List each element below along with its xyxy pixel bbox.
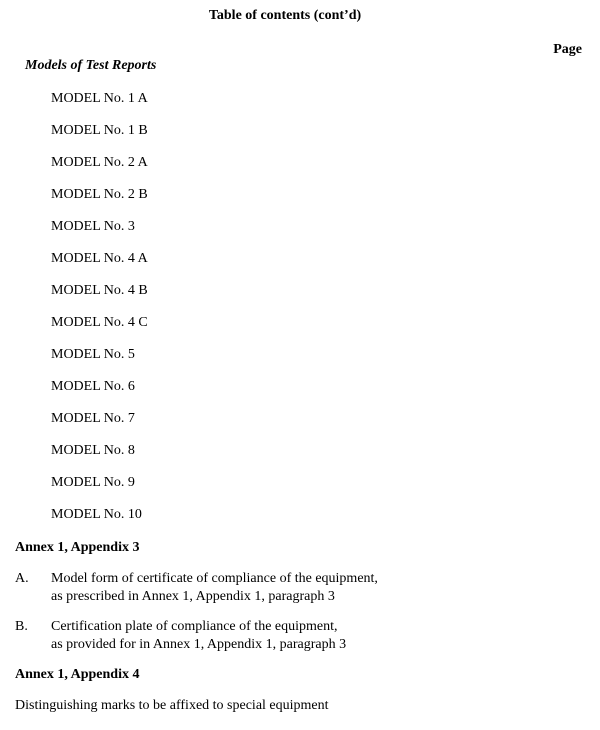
models-section-heading: Models of Test Reports — [25, 58, 157, 73]
appendix-3-item-b-letter: B. — [15, 619, 28, 634]
appendix-3-item-a-letter: A. — [15, 571, 29, 586]
toc-entry-model-3: MODEL No. 3 — [51, 219, 135, 234]
appendix-3-item-a-line1: Model form of certificate of compliance of the equipment, — [51, 571, 378, 586]
toc-entry-model-4a: MODEL No. 4 A — [51, 251, 148, 266]
toc-entry-model-6: MODEL No. 6 — [51, 379, 135, 394]
toc-entry-model-9: MODEL No. 9 — [51, 475, 135, 490]
toc-entry-model-10: MODEL No. 10 — [51, 507, 142, 522]
toc-entry-model-4c: MODEL No. 4 C — [51, 315, 148, 330]
appendix-3-item-b-line2: as provided for in Annex 1, Appendix 1, paragraph 3 — [51, 637, 347, 652]
page-column-header: Page — [553, 42, 582, 57]
toc-entry-model-1b: MODEL No. 1 B — [51, 123, 148, 138]
appendix-4-heading: Annex 1, Appendix 4 — [15, 667, 140, 682]
toc-entry-model-7: MODEL No. 7 — [51, 411, 135, 426]
toc-entry-model-1a: MODEL No. 1 A — [51, 91, 148, 106]
appendix-4-text: Distinguishing marks to be affixed to special equipment — [15, 698, 329, 713]
toc-entry-model-2a: MODEL No. 2 A — [51, 155, 148, 170]
appendix-3-item-a-line2: as prescribed in Annex 1, Appendix 1, paragraph 3 — [51, 589, 335, 604]
page-title: Table of contents (cont’d) — [208, 8, 362, 23]
toc-entry-model-8: MODEL No. 8 — [51, 443, 135, 458]
appendix-3-heading: Annex 1, Appendix 3 — [15, 540, 140, 555]
appendix-3-item-a-text — [51, 570, 378, 606]
toc-entry-model-5: MODEL No. 5 — [51, 347, 135, 362]
appendix-3-item-b-text — [51, 618, 346, 654]
toc-entry-model-2b: MODEL No. 2 B — [51, 187, 148, 202]
appendix-3-item-b-line1: Certification plate of compliance of the equipment, — [51, 619, 338, 634]
toc-entry-model-4b: MODEL No. 4 B — [51, 283, 148, 298]
